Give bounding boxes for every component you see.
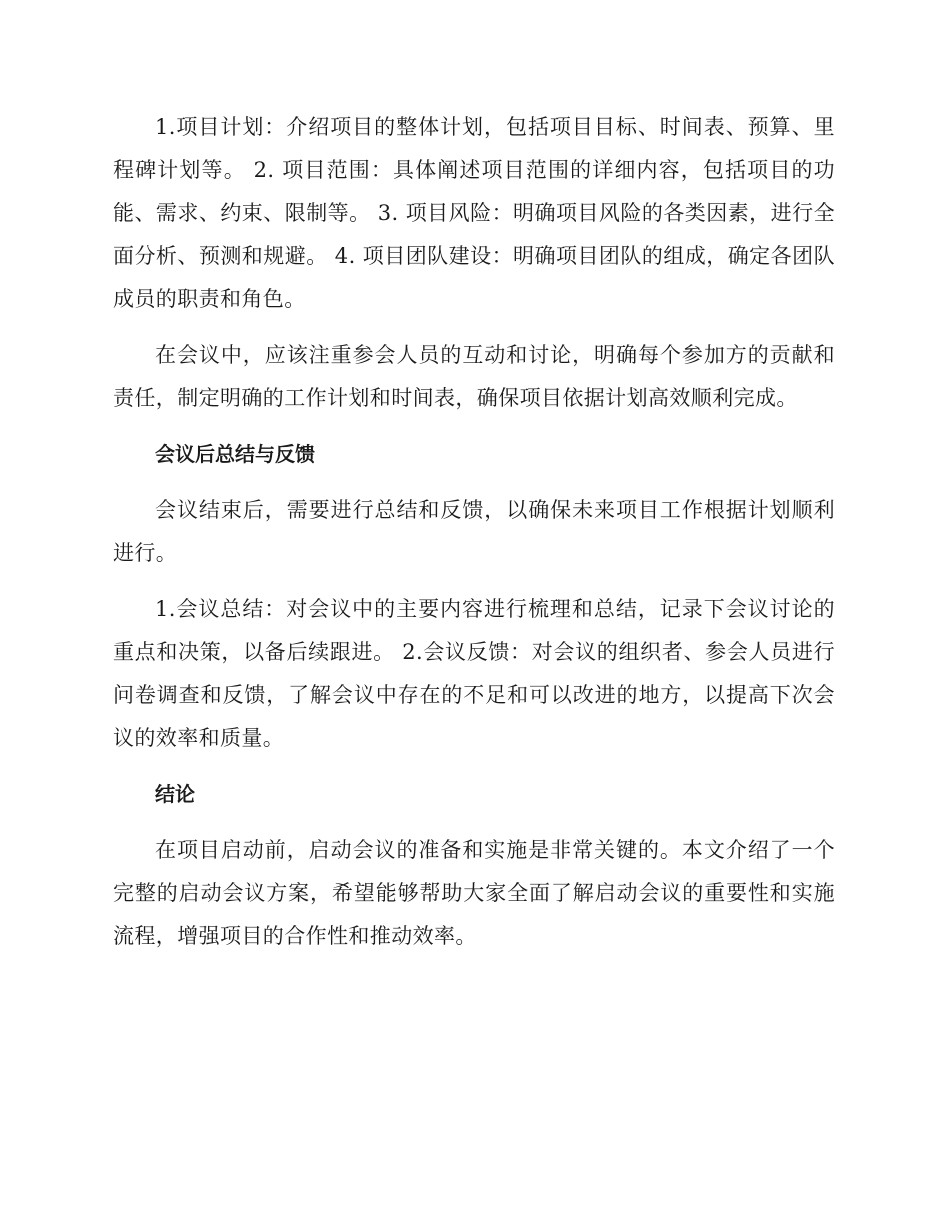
post-meeting-items-paragraph: 1.会议总结：对会议中的主要内容进行梳理和总结，记录下会议讨论的重点和决策，以备后续跟进。 2.会议反馈：对会议的组织者、参会人员进行问卷调查和反馈，了解会议中存在的不足和可以改进的地方，以提高下次会议的效率和质量。	[113, 597, 835, 750]
post-meeting-intro-paragraph: 会议结束后，需要进行总结和反馈，以确保未来项目工作根据计划顺利进行。	[113, 498, 835, 565]
conclusion-paragraph: 在项目启动前，启动会议的准备和实施是非常关键的。本文介绍了一个完整的启动会议方案，希望能够帮助大家全面了解启动会议的重要性和实施流程，增强项目的合作性和推动效率。	[113, 838, 835, 948]
project-plan-items-paragraph: 1.项目计划：介绍项目的整体计划，包括项目目标、时间表、预算、里程碑计划等。 2. 项目范围：具体阐述项目范围的详细内容，包括项目的功能、需求、约束、限制等。 3. 项目风险：明确项目风险的各类因素，进行全面分析、预测和规避。 4. 项目团队建设：明确项目团队的组成，确定各团队成员的职责和角色。	[113, 115, 835, 311]
section-heading-conclusion: 结论	[155, 782, 195, 806]
document-page	[113, 106, 835, 971]
section-heading-post-meeting: 会议后总结与反馈	[155, 442, 315, 466]
meeting-interaction-paragraph: 在会议中，应该注重参会人员的互动和讨论，明确每个参加方的贡献和责任，制定明确的工作计划和时间表，确保项目依据计划高效顺利完成。	[113, 343, 835, 410]
